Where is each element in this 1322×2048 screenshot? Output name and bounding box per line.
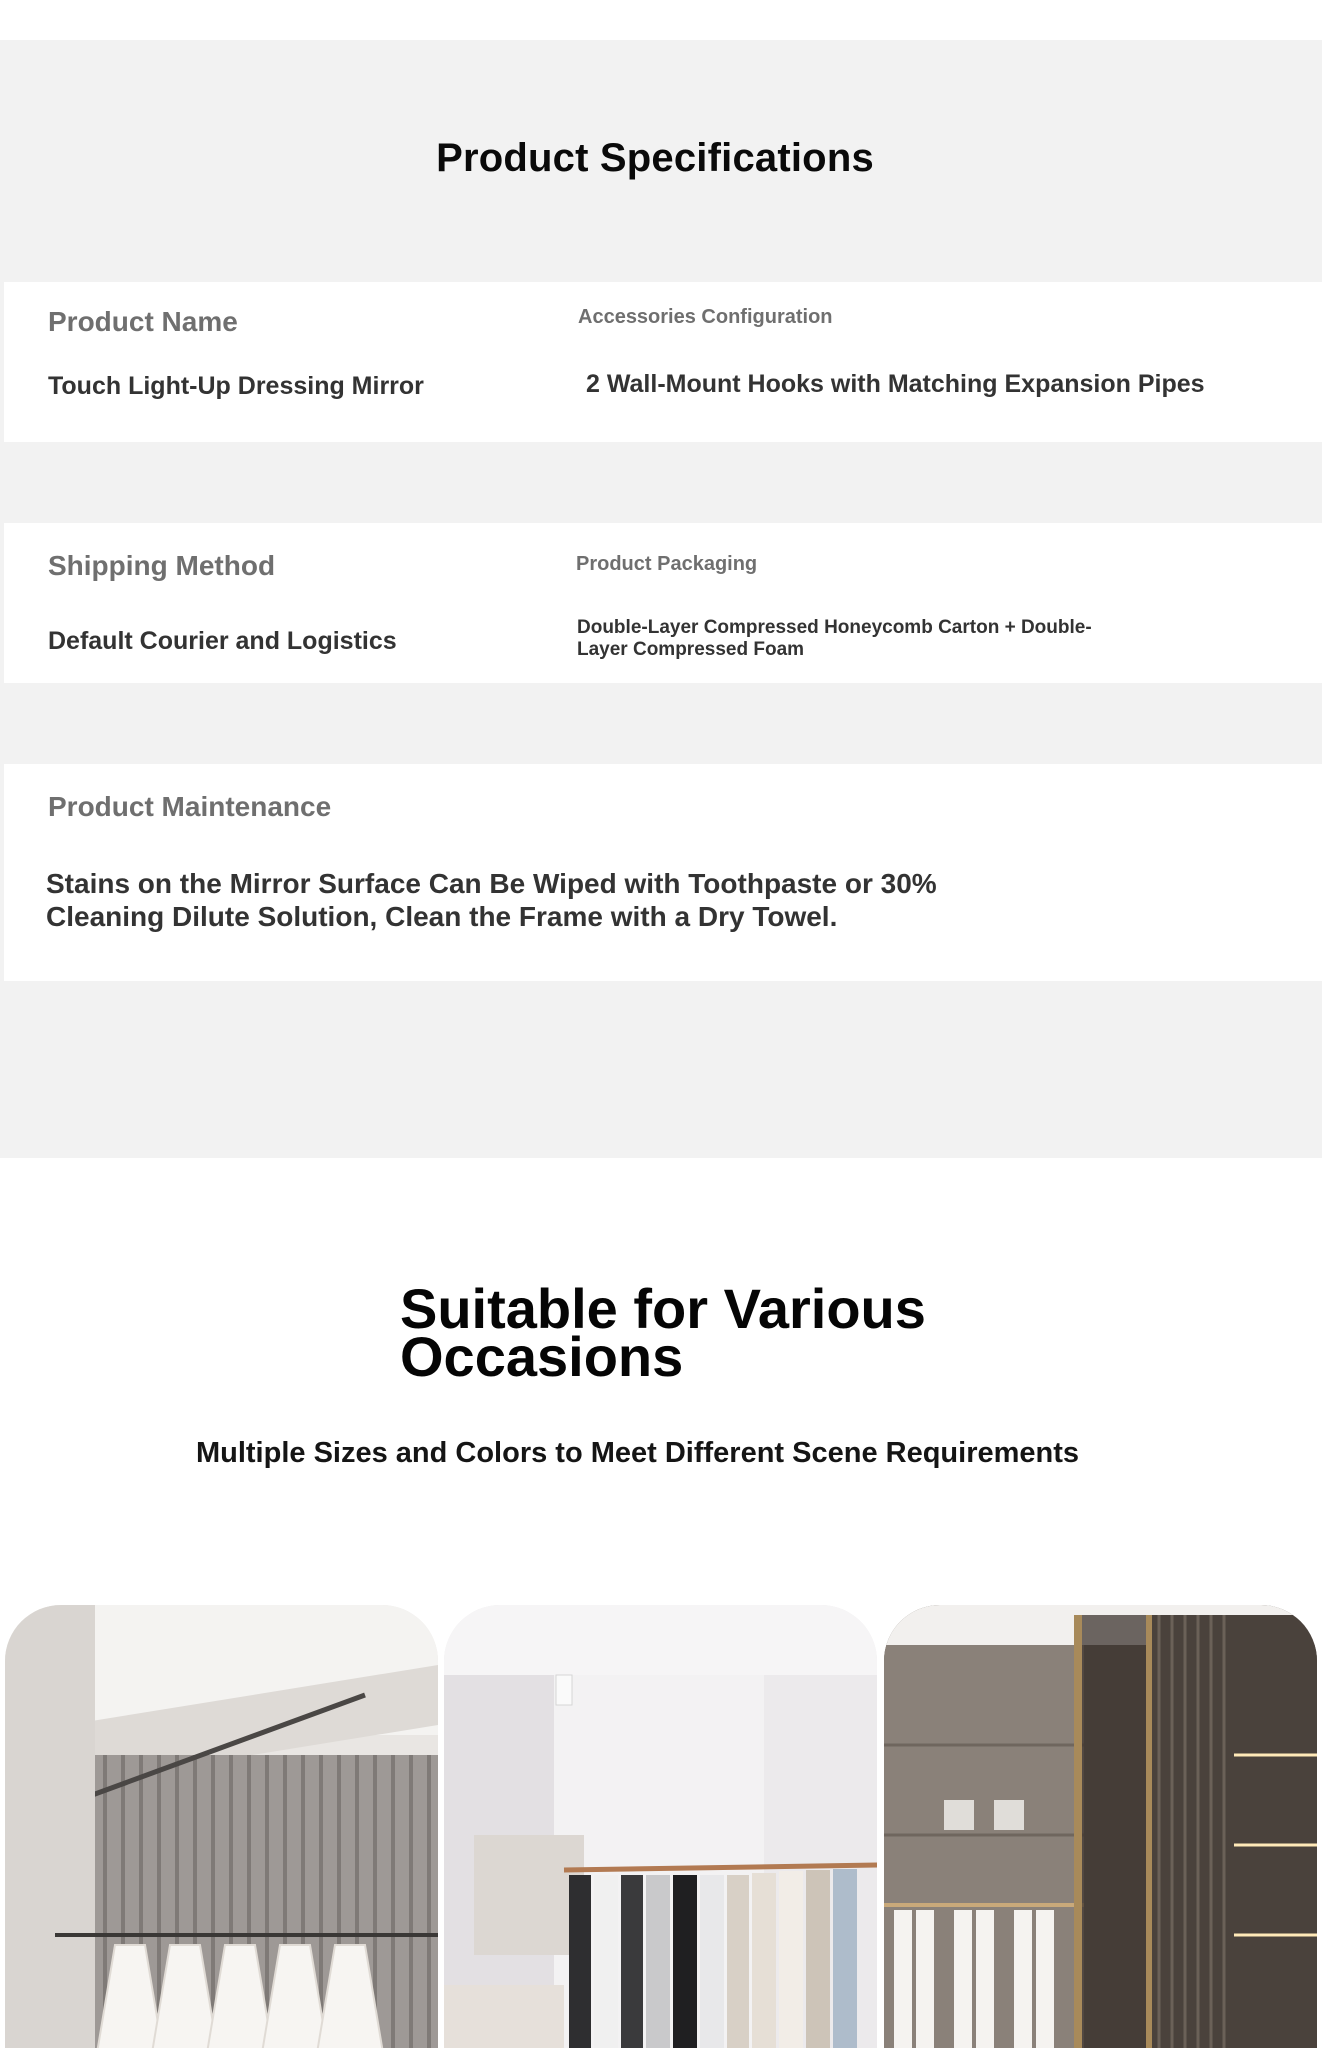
shipping-label: Shipping Method (48, 550, 276, 581)
maintenance-value: Stains on the Mirror Surface Can Be Wiped with Toothpaste or 30% Cleaning Dilute Solution, Clean the Frame with a Dry Towel. (46, 868, 937, 932)
spec-card-maintenance (4, 764, 1322, 981)
occasions-subtitle: Multiple Sizes and Colors to Meet Different Scene Requirements (195, 1437, 1080, 1469)
accessories-label: Accessories Configuration (578, 306, 833, 328)
packaging-value: Double-Layer Compressed Honeycomb Carton + Double-Layer Compressed Foam (577, 617, 1092, 660)
product-name-value: Touch Light-Up Dressing Mirror (48, 372, 424, 400)
clothing-store-photo (444, 1605, 877, 2048)
bridal-boutique-photo (5, 1605, 438, 2048)
product-name-label: Product Name (48, 306, 238, 337)
maintenance-label: Product Maintenance (48, 791, 332, 822)
occasions-title: Suitable for Various Occasions (400, 1277, 926, 1388)
specifications-title: Product Specifications (436, 136, 874, 180)
accessories-value: 2 Wall-Mount Hooks with Matching Expansion Pipes (586, 370, 1205, 398)
spec-card-shipping-packaging (4, 523, 1322, 683)
packaging-label: Product Packaging (576, 553, 758, 575)
shipping-value: Default Courier and Logistics (48, 627, 397, 655)
spec-card-name-accessories (4, 282, 1322, 442)
walk-in-closet-photo (884, 1605, 1317, 2048)
specifications-section (0, 40, 1322, 1158)
